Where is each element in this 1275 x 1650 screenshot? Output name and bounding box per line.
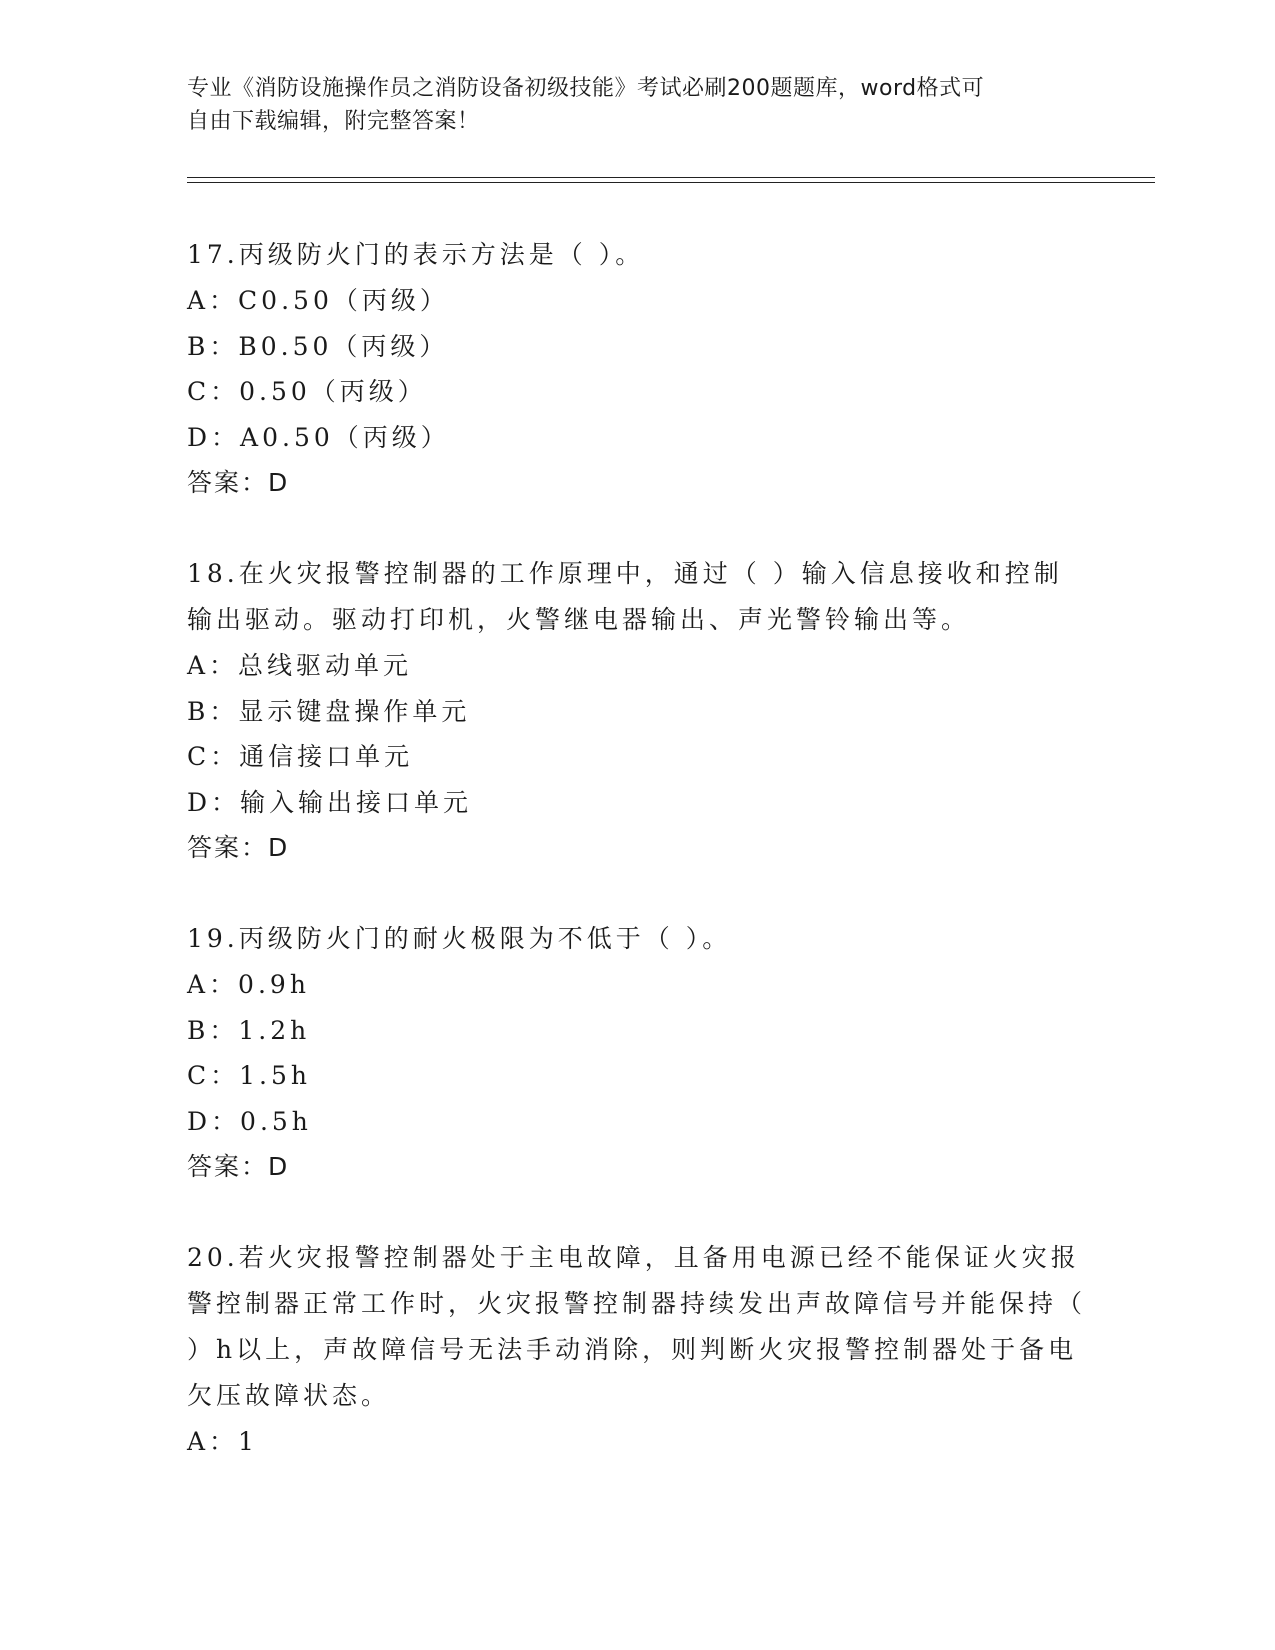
- answer: 答案：D: [187, 1152, 290, 1181]
- option-a: A：总线驱动单元: [187, 651, 413, 680]
- option-c: C：1.5h: [187, 1061, 311, 1090]
- option-b: B：显示键盘操作单元: [187, 696, 471, 726]
- question-20: [187, 1235, 1087, 1465]
- question-19: [187, 916, 1087, 1189]
- option-a: A：1: [187, 1427, 258, 1456]
- question-stem: 17.丙级防火门的表示方法是（ ）。: [187, 240, 645, 269]
- option-b: B：1.2h: [187, 1015, 311, 1045]
- option-c: C：通信接口单元: [187, 742, 414, 771]
- document-header: [187, 72, 1067, 138]
- option-d: D：0.5h: [187, 1106, 312, 1136]
- header-line-2: 自由下载编辑，附完整答案！: [187, 109, 480, 134]
- option-d: D：A0.50（丙级）: [187, 422, 450, 452]
- header-divider-top: [187, 177, 1155, 178]
- option-d: D：输入输出接口单元: [187, 787, 473, 817]
- question-list: [187, 232, 1087, 1511]
- question-18: [187, 551, 1087, 870]
- answer: 答案：D: [187, 833, 290, 862]
- option-a: A：0.9h: [187, 970, 310, 999]
- question-stem: 18.在火灾报警控制器的工作原理中，通过（ ）输入信息接收和控制输出驱动。驱动打印机，火警继电器输出、声光警铃输出等。: [187, 559, 1063, 634]
- question-17: [187, 232, 1087, 505]
- answer: 答案：D: [187, 468, 290, 497]
- question-stem: 19.丙级防火门的耐火极限为不低于（ ）。: [187, 924, 732, 953]
- option-b: B：B0.50（丙级）: [187, 331, 449, 361]
- header-line-1: 专业《消防设施操作员之消防设备初级技能》考试必刷200题题库，word格式可: [187, 76, 985, 101]
- question-stem: 20.若火灾报警控制器处于主电故障，且备用电源已经不能保证火灾报警控制器正常工作时，火灾报警控制器持续发出声故障信号并能保持（ ）h以上，声故障信号无法手动消除，则判断火灾报警控制器处于备电欠压故障状态。: [187, 1243, 1087, 1410]
- option-c: C：0.50（丙级）: [187, 377, 427, 406]
- header-divider-bottom: [187, 182, 1155, 183]
- option-a: A：C0.50（丙级）: [187, 286, 449, 315]
